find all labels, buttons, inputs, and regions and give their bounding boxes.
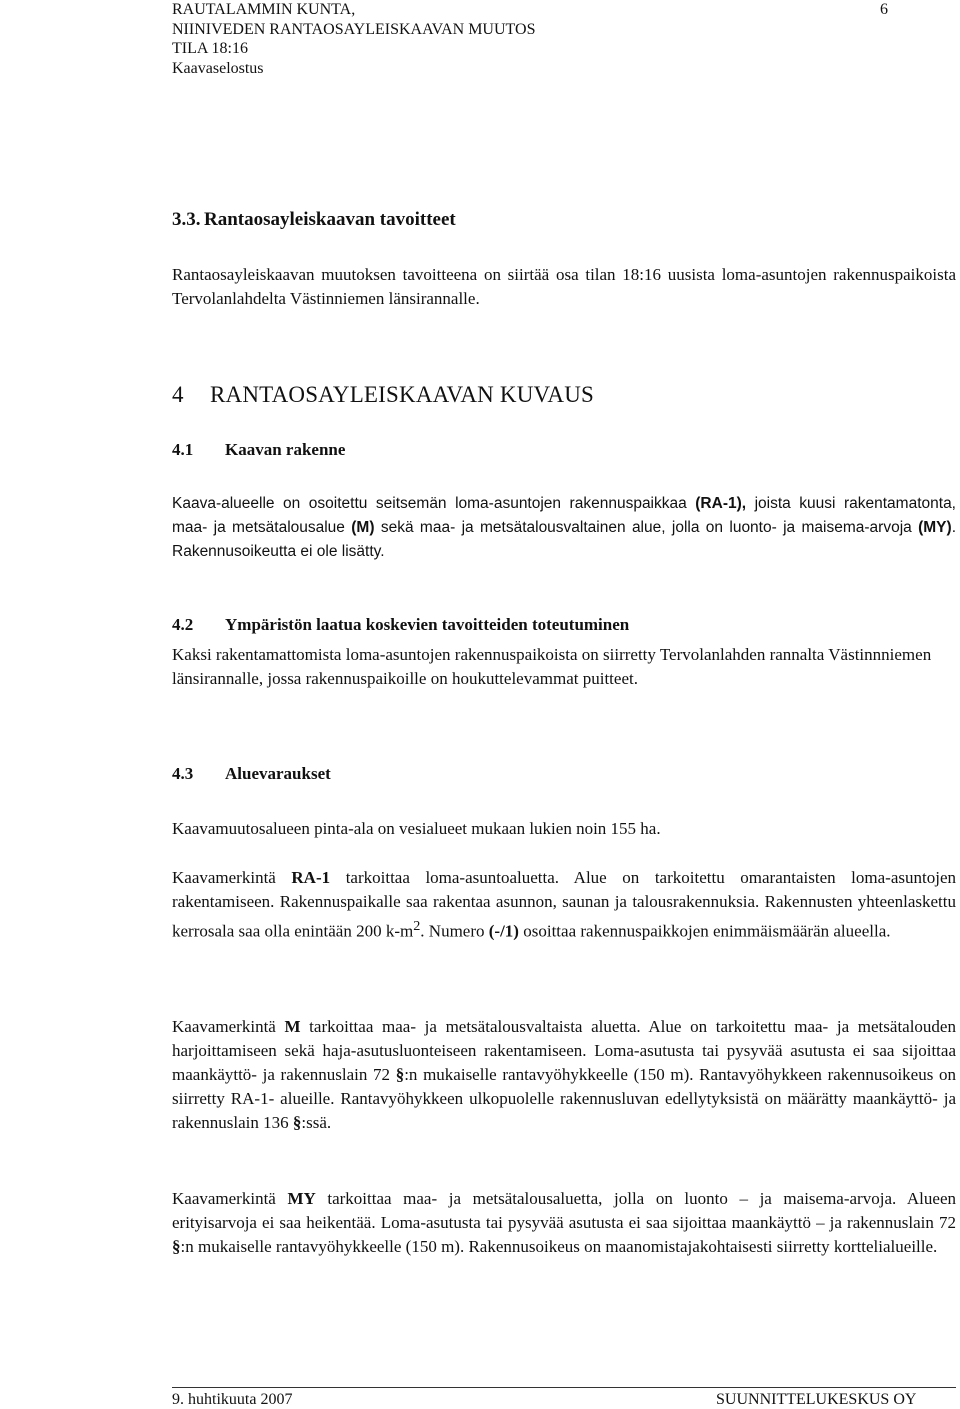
- footer-company: SUUNNITTELUKESKUS OY: [716, 1391, 917, 1408]
- plan-code-count: (-/1): [488, 921, 519, 941]
- text-run: sekä maa- ja metsätalousvaltainen alue, jolla on luonto- ja maisema-arvoja: [374, 519, 919, 536]
- paragraph: Kaavamuutosalueen pinta-ala on vesialueet mukaan lukien noin 155 ha.: [172, 819, 661, 838]
- section-4-3-paragraph-area: [172, 817, 956, 841]
- paragraph: [172, 492, 956, 564]
- section-sign: §: [292, 1113, 302, 1132]
- footer-date: 9. huhtikuuta 2007: [172, 1391, 293, 1408]
- text-run: Kaavamerkintä: [172, 1017, 285, 1036]
- section-4-1-heading: [172, 438, 345, 462]
- chapter-4-heading: [172, 381, 594, 409]
- section-4-3-heading: [172, 762, 331, 786]
- header-municipality: RAUTALAMMIN KUNTA,: [172, 1, 356, 18]
- chapter-title: RANTAOSAYLEISKAAVAN KUVAUS: [210, 382, 594, 407]
- section-3-3-paragraph: [172, 263, 956, 311]
- header-plan-name: NIINIVEDEN RANTAOSAYLEISKAAVAN MUUTOS: [172, 20, 536, 38]
- text-run: :n mukaiselle rantavyöhykkeelle (150 m). Rantavyöhykkeen rakennusoikeus on siirretty RA-1- alueille. Rantavyöhykkeen ulkopuolelle rakennusluvan edellytyksistä on määrätty maankäyttö- ja rakennuslain 136: [172, 1065, 956, 1132]
- text-run: osoittaa rakennuspaikkojen enimmäismäärän alueella.: [518, 921, 891, 941]
- plan-code-ra1: (RA-1),: [695, 495, 747, 512]
- section-4-3-paragraph-m: [172, 1015, 956, 1135]
- text-run: tarkoittaa loma-asuntoaluetta. Alue on tarkoitettu omarantaisten loma-asuntojen rakentamiseen. Rakennuspaikalle saa rakentaa asunnon, saunan ja talousrakennuksia. Rakennusten yhteenlaskettu kerrosala saa olla enintään 200 k-m: [172, 868, 956, 941]
- text-run: . Numero: [420, 921, 489, 941]
- text-run: joista kuusi rakentamatonta, maa- ja metsätalousalue: [172, 495, 956, 536]
- paragraph: Kaksi rakentamattomista loma-asuntojen rakennuspaikoista on siirretty Tervolanlahden rannalta Västinnniemen länsirannalle, jossa rakennuspaikoille on houkuttelevammat puitteet.: [172, 645, 932, 688]
- section-4-2-heading: [172, 613, 629, 637]
- text-run: tarkoittaa maa- ja metsätalousvaltaista aluetta. Alue on tarkoitettu maa- ja metsätalouden harjoittamiseen sekä haja-asutusluonteiseen rakentamiseen. Loma-asutusta tai pysyvää asutusta ei saa sijoittaa maankäyttö- ja rakennuslain 72: [172, 1017, 956, 1084]
- section-title: Rantaosayleiskaavan tavoitteet: [204, 209, 456, 230]
- superscript: 2: [413, 918, 421, 934]
- document-header: [172, 0, 535, 78]
- section-title: Aluevaraukset: [225, 764, 331, 783]
- text-run: :ssä.: [301, 1113, 332, 1132]
- text-run: Kaava-alueelle on osoitettu seitsemän loma-asuntojen rakennuspaikkaa: [172, 495, 696, 512]
- section-3-3-heading: [172, 208, 456, 232]
- section-title: Ympäristön laatua koskevien tavoitteiden toteutuminen: [225, 615, 630, 634]
- paragraph: [172, 1187, 956, 1259]
- section-4-1-paragraph: [172, 492, 956, 564]
- header-document-type: Kaavaselostus: [172, 59, 264, 77]
- section-4-3-paragraph-ra1: [172, 866, 956, 944]
- section-number: 4.2: [172, 615, 194, 634]
- text-run: tarkoittaa maa- ja metsätalousaluetta, jolla on luonto – ja maisema-arvoja. Alueen erityisarvoja ei saa heikentää. Loma-asutusta tai pysyvää asutusta ei saa sijoittaa maankäyttö – ja rakennuslain 72: [172, 1189, 956, 1232]
- section-number: 4.3: [172, 764, 194, 783]
- text-run: Kaavamerkintä: [172, 1189, 288, 1208]
- text-run: Kaavamerkintä: [172, 868, 292, 887]
- section-sign: §: [172, 1237, 181, 1256]
- plan-code-my: (MY): [918, 519, 952, 536]
- footer-divider: [172, 1387, 956, 1388]
- page-number: 6: [880, 1, 888, 18]
- plan-code-my: MY: [287, 1189, 316, 1208]
- section-number: 3.3.: [172, 209, 201, 230]
- section-4-2-paragraph: [172, 643, 956, 691]
- plan-code-m: M: [284, 1017, 301, 1036]
- paragraph: Rantaosayleiskaavan muutoksen tavoitteena on siirtää osa tilan 18:16 uusista loma-asuntojen rakennuspaikoista Tervolanlahdelta Västinniemen länsirannalle.: [172, 265, 956, 308]
- header-property: TILA 18:16: [172, 40, 248, 57]
- text-run: . Rakennusoikeutta ei ole lisätty.: [172, 519, 956, 560]
- section-title: Kaavan rakenne: [225, 440, 346, 459]
- section-4-3-paragraph-my: [172, 1187, 956, 1259]
- chapter-number: 4: [172, 382, 184, 407]
- paragraph: [172, 1015, 956, 1135]
- plan-code-ra1: RA-1: [291, 868, 331, 887]
- text-run: :n mukaiselle rantavyöhykkeelle (150 m). Rakennusoikeus on maanomistajakohtaisesti siirretty korttelialueille.: [180, 1237, 938, 1256]
- plan-code-m: (M): [351, 519, 375, 536]
- section-number: 4.1: [172, 440, 194, 459]
- section-sign: §: [395, 1065, 405, 1084]
- paragraph: [172, 866, 956, 944]
